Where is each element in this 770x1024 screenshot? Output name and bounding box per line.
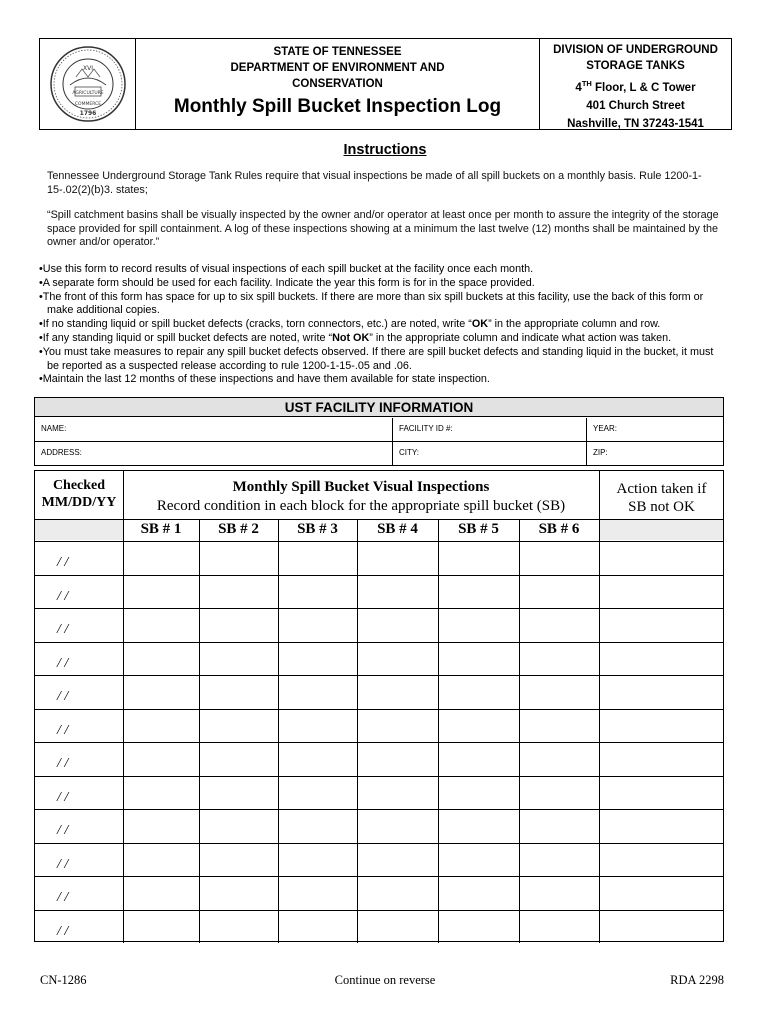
sb-2-condition-cell[interactable] <box>199 742 278 776</box>
sb-2-condition-cell[interactable] <box>199 709 278 743</box>
address-field[interactable] <box>35 442 392 465</box>
action-taken-cell[interactable] <box>599 575 723 609</box>
sb-2-condition-cell[interactable] <box>199 776 278 810</box>
division-block <box>540 39 731 129</box>
action-taken-cell[interactable] <box>599 809 723 843</box>
year-field[interactable] <box>586 418 723 441</box>
sb-3-condition-cell[interactable] <box>278 876 357 910</box>
zip-field[interactable] <box>586 442 723 465</box>
continue-on-reverse: Continue on reverse <box>334 973 436 987</box>
header-divider <box>599 471 600 541</box>
division-line-2: STORAGE TANKS <box>586 60 685 72</box>
action-taken-header: Action taken if SB not OK <box>616 481 707 515</box>
bullet-item: •Use this form to record results of visual inspections of each spill bucket at the facility once each month. <box>39 263 534 275</box>
header-divider <box>123 519 599 520</box>
sb-4-condition-cell[interactable] <box>357 675 438 709</box>
instructions-paragraph-1: Tennessee Underground Storage Tank Rules require that visual inspections be made of all spill buckets on a monthly basis. Rule 1200-1-15-.02(2)(b)3. states; <box>47 170 702 196</box>
facility-information-title: UST FACILITY INFORMATION <box>35 398 723 417</box>
division-line-1: DIVISION OF UNDERGROUND <box>553 44 718 56</box>
sb-4-condition-cell[interactable] <box>357 575 438 609</box>
bullet-item: •A separate form should be used for each facility. Indicate the year this form is for in the space provided. <box>39 276 535 289</box>
state-seal <box>40 39 136 129</box>
sb-3-condition-cell[interactable] <box>278 541 357 575</box>
sb-2-condition-cell[interactable] <box>199 675 278 709</box>
facility-row-2 <box>35 442 723 466</box>
sb-2-condition-cell[interactable] <box>199 608 278 642</box>
date-cell[interactable]: / / <box>35 608 123 642</box>
state-name: STATE OF TENNESSEE <box>273 46 402 58</box>
sb-5-condition-cell[interactable] <box>438 809 519 843</box>
date-cell[interactable]: / / <box>35 876 123 910</box>
seal-agri-text: AGRICULTURE <box>72 91 104 96</box>
seal-year-text: 1796 <box>79 110 97 117</box>
log-main-title: Monthly Spill Bucket Visual Inspections <box>232 479 490 495</box>
facility-information <box>34 397 724 466</box>
date-cell[interactable]: / / <box>35 541 123 575</box>
sb-1-condition-cell[interactable] <box>123 675 199 709</box>
sb-4-condition-cell[interactable] <box>357 742 438 776</box>
sb-4-condition-cell[interactable] <box>357 843 438 877</box>
header-divider <box>199 519 200 541</box>
sb-3-condition-cell[interactable] <box>278 910 357 944</box>
sb-2-condition-cell[interactable] <box>199 541 278 575</box>
sb-3-condition-cell[interactable] <box>278 776 357 810</box>
sb-1-condition-cell[interactable] <box>123 608 199 642</box>
date-cell[interactable]: / / <box>35 675 123 709</box>
sb-4-condition-cell[interactable] <box>357 709 438 743</box>
sb-4-condition-cell[interactable] <box>357 876 438 910</box>
address-floor-number: 4 <box>575 81 582 94</box>
sb-column-header-3: SB # 3 <box>297 521 338 537</box>
form-number: CN-1286 <box>40 973 87 987</box>
sb-6-condition-cell[interactable] <box>519 876 599 910</box>
sb-column-header-6: SB # 6 <box>538 521 580 537</box>
header-divider <box>123 471 124 541</box>
sb-2-condition-cell[interactable] <box>199 575 278 609</box>
header-divider <box>278 519 279 541</box>
sb-5-condition-cell[interactable] <box>438 709 519 743</box>
tennessee-seal-icon <box>40 39 136 129</box>
sb-1-condition-cell[interactable] <box>123 776 199 810</box>
bullet-item: •Maintain the last 12 months of these inspections and have them available for state inspection. <box>39 373 490 386</box>
facility-id-field[interactable] <box>392 418 586 441</box>
sb-5-condition-cell[interactable] <box>438 675 519 709</box>
address-floor-rest: Floor, L & C Tower <box>591 81 696 94</box>
sb-2-condition-cell[interactable] <box>199 910 278 944</box>
sb-3-condition-cell[interactable] <box>278 642 357 676</box>
action-taken-cell[interactable] <box>599 709 723 743</box>
checked-header-shade <box>35 519 123 540</box>
sb-6-condition-cell[interactable] <box>519 541 599 575</box>
sb-6-condition-cell[interactable] <box>519 910 599 944</box>
sb-6-condition-cell[interactable] <box>519 742 599 776</box>
date-cell[interactable]: / / <box>35 575 123 609</box>
sb-6-condition-cell[interactable] <box>519 642 599 676</box>
sb-5-condition-cell[interactable] <box>438 608 519 642</box>
bullet-item: •If any standing liquid or spill bucket defects are noted, write “Not OK” in the appropriate column and indicate what action was taken. <box>39 331 672 344</box>
sb-4-condition-cell[interactable] <box>357 642 438 676</box>
sb-column-header-2: SB # 2 <box>218 521 259 537</box>
address-label: ADDRESS: <box>41 448 82 457</box>
sb-3-condition-cell[interactable] <box>278 709 357 743</box>
sb-3-condition-cell[interactable] <box>278 843 357 877</box>
date-cell[interactable]: / / <box>35 910 123 944</box>
date-cell[interactable]: / / <box>35 843 123 877</box>
name-label: NAME: <box>41 424 67 433</box>
sb-1-condition-cell[interactable] <box>123 709 199 743</box>
sb-1-condition-cell[interactable] <box>123 843 199 877</box>
action-taken-cell[interactable] <box>599 876 723 910</box>
sb-column-header-1: SB # 1 <box>140 521 182 537</box>
sb-6-condition-cell[interactable] <box>519 809 599 843</box>
seal-center-text: XVI <box>83 65 93 72</box>
action-taken-cell[interactable] <box>599 642 723 676</box>
action-taken-cell[interactable] <box>599 541 723 575</box>
sb-1-condition-cell[interactable] <box>123 541 199 575</box>
sb-2-condition-cell[interactable] <box>199 809 278 843</box>
instructions-title: Instructions <box>343 142 427 158</box>
sb-4-condition-cell[interactable] <box>357 608 438 642</box>
sb-4-condition-cell[interactable] <box>357 910 438 944</box>
sb-column-header-5: SB # 5 <box>458 521 499 537</box>
date-cell[interactable]: / / <box>35 742 123 776</box>
sb-2-condition-cell[interactable] <box>199 642 278 676</box>
date-cell[interactable]: / / <box>35 776 123 810</box>
inspection-log-table <box>34 470 724 942</box>
action-taken-cell[interactable] <box>599 776 723 810</box>
action-taken-cell[interactable] <box>599 843 723 877</box>
action-header-shade <box>599 519 723 540</box>
bullet-item: •If no standing liquid or spill bucket defects (cracks, torn connectors, etc.) are noted, write “OK” in the appropriate column and row. <box>39 318 661 331</box>
city-label: CITY: <box>399 448 420 457</box>
action-taken-cell[interactable] <box>599 608 723 642</box>
sb-2-condition-cell[interactable] <box>199 843 278 877</box>
sb-3-condition-cell[interactable] <box>278 575 357 609</box>
sb-5-condition-cell[interactable] <box>438 910 519 944</box>
address-floor <box>540 76 731 96</box>
sb-5-condition-cell[interactable] <box>438 642 519 676</box>
sb-5-condition-cell[interactable] <box>438 876 519 910</box>
sb-4-condition-cell[interactable] <box>357 776 438 810</box>
sb-2-condition-cell[interactable] <box>199 876 278 910</box>
city-field[interactable] <box>392 442 586 465</box>
form-header <box>39 38 732 130</box>
name-field[interactable] <box>35 418 392 441</box>
instructions-paragraph-2: “Spill catchment basins shall be visually inspected by the owner and/or operator at least once per month to assure the integrity of the storage space provided for spill containment. A log of these inspections showing at a minimum the last twelve (12) months shall be maintained by the owner and/or operator.” <box>47 209 719 248</box>
department-line-1: DEPARTMENT OF ENVIRONMENT AND <box>230 62 445 74</box>
sb-3-condition-cell[interactable] <box>278 742 357 776</box>
address-city: Nashville, TN 37243-1541 <box>567 117 704 130</box>
sb-3-condition-cell[interactable] <box>278 608 357 642</box>
zip-label: ZIP: <box>593 448 608 457</box>
sb-1-condition-cell[interactable] <box>123 910 199 944</box>
header-divider <box>357 519 358 541</box>
sb-4-condition-cell[interactable] <box>357 809 438 843</box>
sb-1-condition-cell[interactable] <box>123 876 199 910</box>
sb-6-condition-cell[interactable] <box>519 575 599 609</box>
sb-5-condition-cell[interactable] <box>438 742 519 776</box>
sb-6-condition-cell[interactable] <box>519 608 599 642</box>
action-taken-cell[interactable] <box>599 675 723 709</box>
checked-date-header: Checked MM/DD/YY <box>41 478 117 510</box>
sb-5-condition-cell[interactable] <box>438 843 519 877</box>
sb-5-condition-cell[interactable] <box>438 541 519 575</box>
sb-5-condition-cell[interactable] <box>438 776 519 810</box>
header-divider <box>438 519 439 541</box>
sb-1-condition-cell[interactable] <box>123 809 199 843</box>
sb-6-condition-cell[interactable] <box>519 843 599 877</box>
sb-5-condition-cell[interactable] <box>438 575 519 609</box>
sb-4-condition-cell[interactable] <box>357 541 438 575</box>
sb-1-condition-cell[interactable] <box>123 575 199 609</box>
sb-3-condition-cell[interactable] <box>278 675 357 709</box>
sb-1-condition-cell[interactable] <box>123 742 199 776</box>
header-divider <box>519 519 520 541</box>
action-taken-cell[interactable] <box>599 742 723 776</box>
date-cell[interactable]: / / <box>35 709 123 743</box>
sb-column-header-4: SB # 4 <box>377 521 418 537</box>
rda-number: RDA 2298 <box>670 973 724 987</box>
sb-6-condition-cell[interactable] <box>519 776 599 810</box>
date-cell[interactable]: / / <box>35 809 123 843</box>
address-street: 401 Church Street <box>586 99 685 112</box>
department-line-2: CONSERVATION <box>292 78 383 90</box>
sb-6-condition-cell[interactable] <box>519 675 599 709</box>
sb-3-condition-cell[interactable] <box>278 809 357 843</box>
facility-id-label: FACILITY ID #: <box>399 424 453 433</box>
year-label: YEAR: <box>593 424 618 433</box>
form-title: Monthly Spill Bucket Inspection Log <box>173 96 502 117</box>
seal-commerce-text: COMMERCE <box>74 102 102 107</box>
sb-1-condition-cell[interactable] <box>123 642 199 676</box>
date-cell[interactable]: / / <box>35 642 123 676</box>
instruction-bullets <box>37 263 727 387</box>
title-block <box>136 39 540 129</box>
log-subtitle: Record condition in each block for the appropriate spill bucket (SB) <box>156 498 566 514</box>
bullet-item: •The front of this form has space for up to six spill buckets. If there are more than six spill buckets at this facility, use the back of this form or make additional copies. <box>39 290 704 317</box>
action-taken-cell[interactable] <box>599 910 723 944</box>
bullet-item: •You must take measures to repair any spill bucket defects observed. If there are spill bucket defects and standing liquid in the bucket, it must be reported as a suspected release according to rule 1200-1-15-.05 and .06. <box>39 345 714 372</box>
address-floor-suffix: TH <box>581 79 592 88</box>
facility-row-1 <box>35 418 723 442</box>
sb-6-condition-cell[interactable] <box>519 709 599 743</box>
